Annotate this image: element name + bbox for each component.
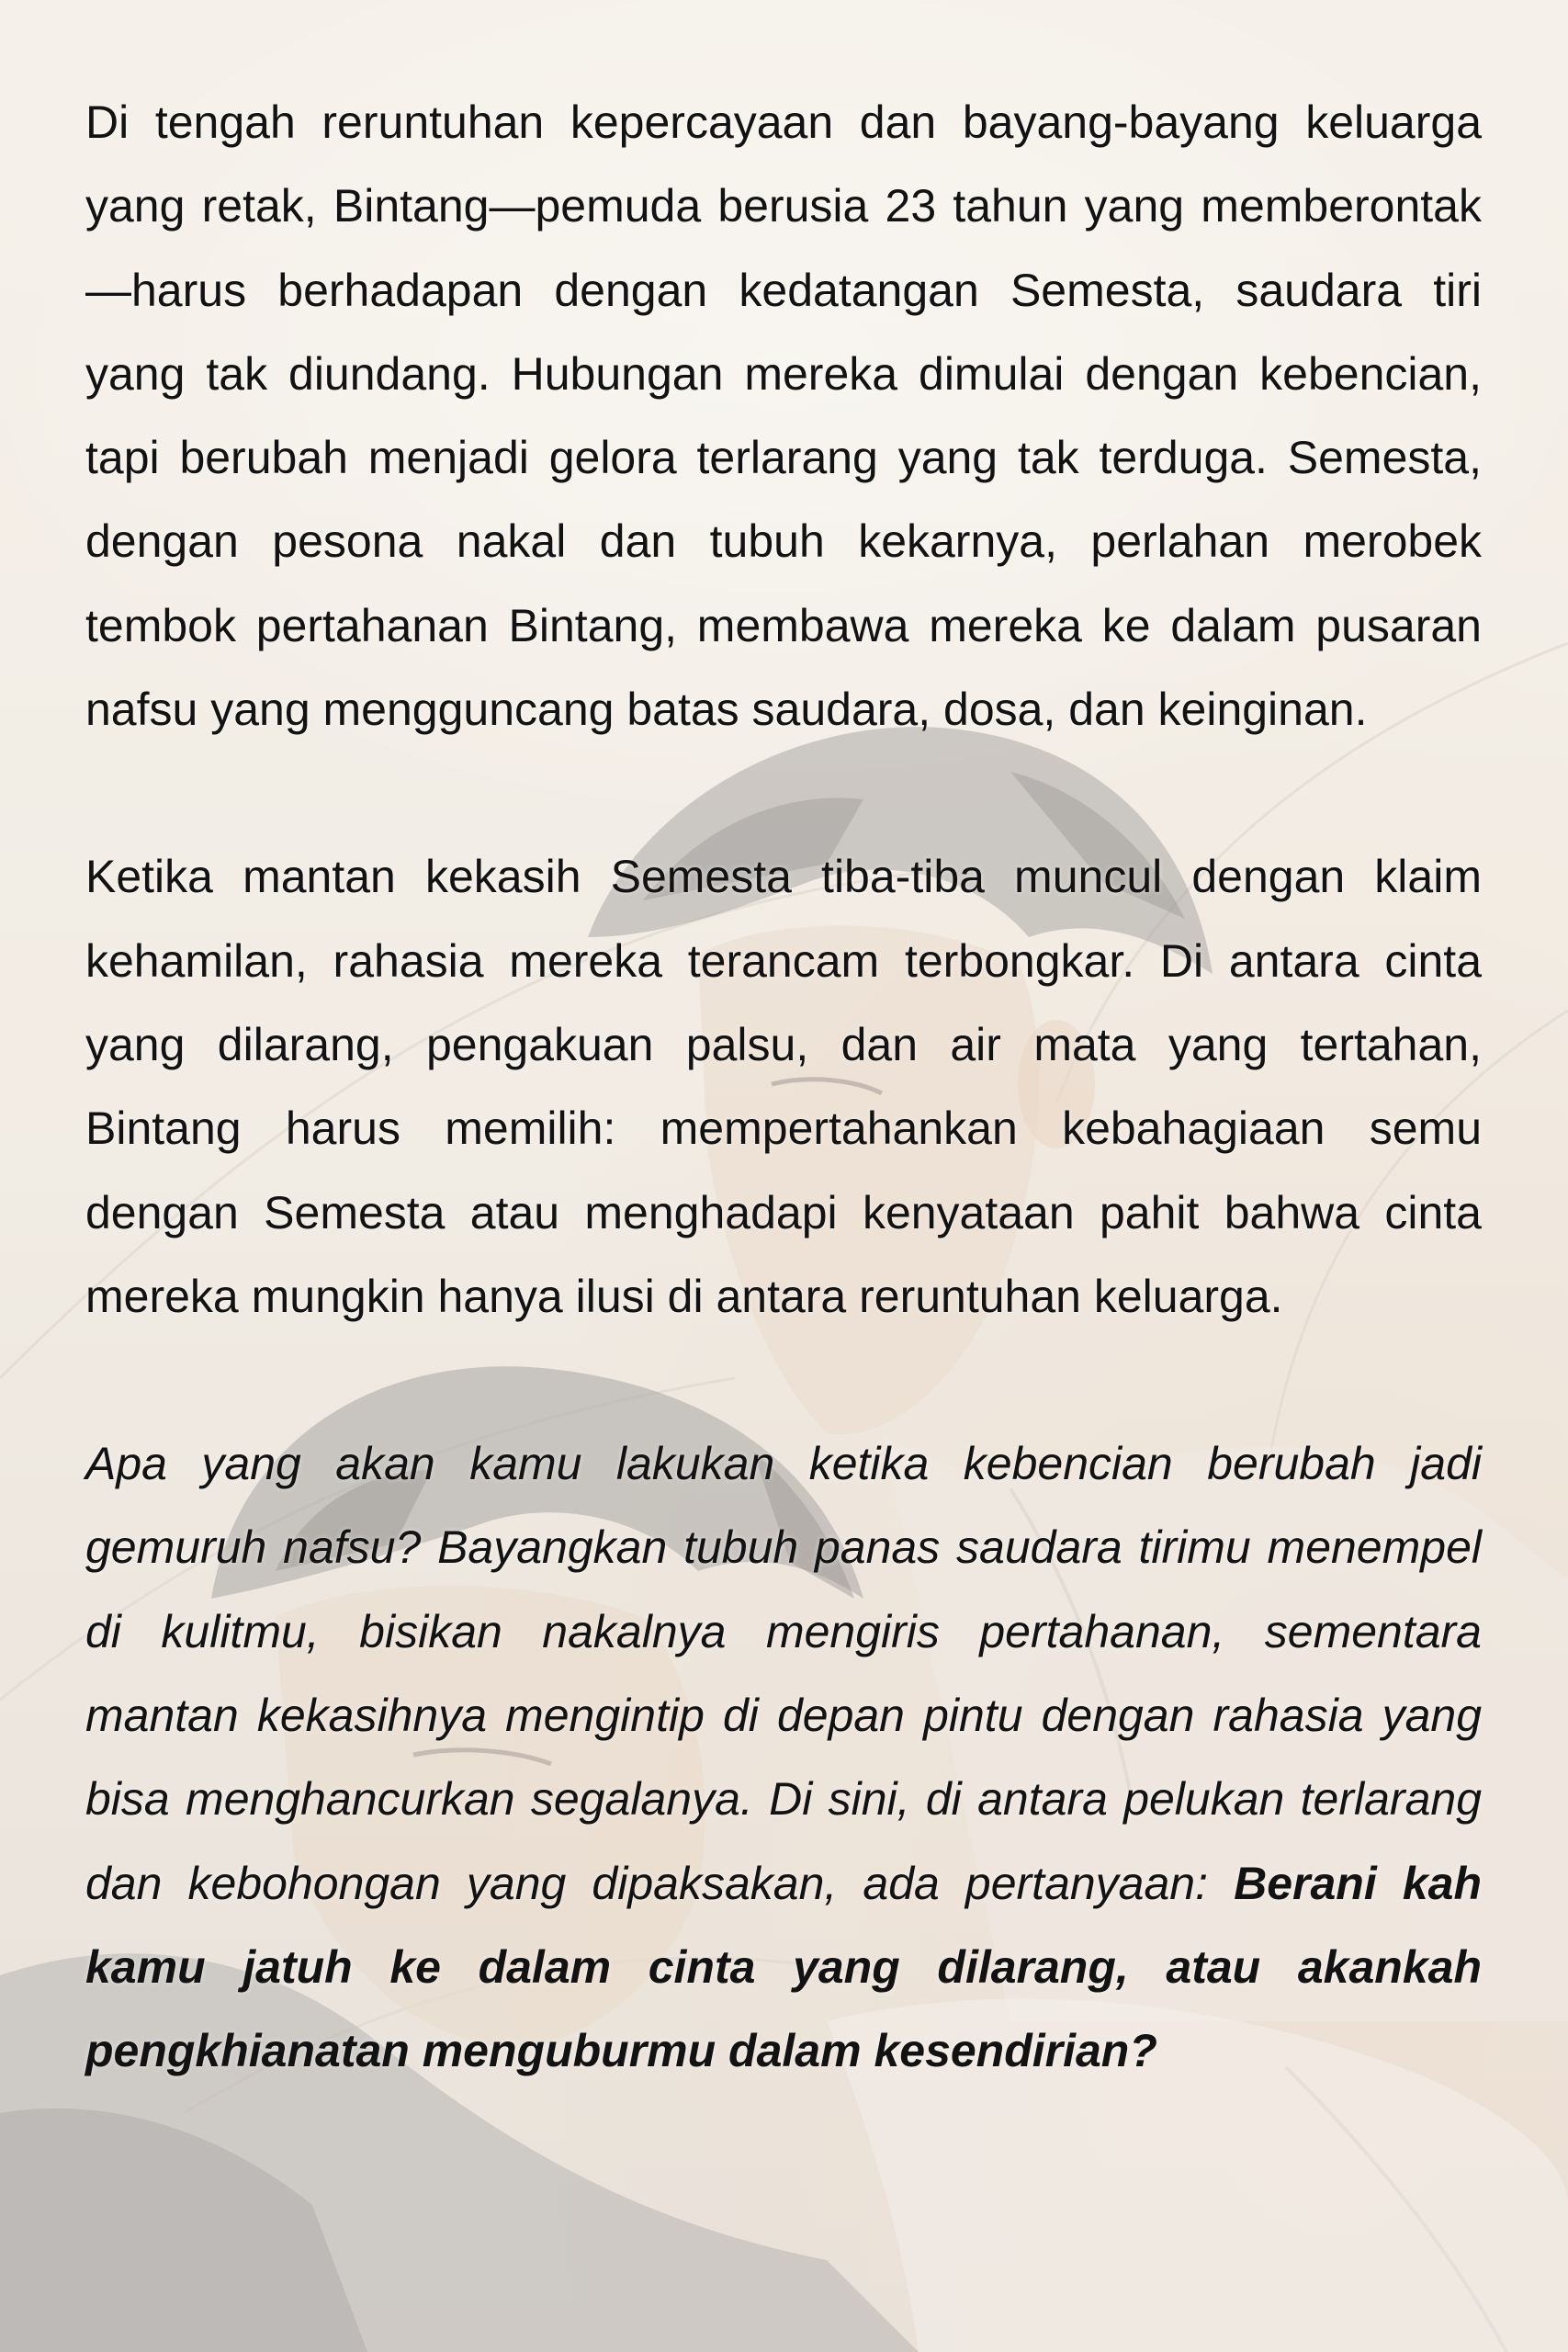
paragraph-spacer bbox=[85, 1339, 1482, 1422]
synopsis-text bbox=[85, 81, 1482, 2094]
synopsis-paragraph-1: Di tengah reruntuhan kepercayaan dan bayang-bayang keluarga yang retak, Bintang—pemuda berusia 23 tahun yang memberontak—harus berhadapan dengan kedatangan Semesta, saudara tiri yang tak diundang. Hubungan mereka dimulai dengan kebencian, tapi berubah menjadi gelora terlarang yang tak terduga. Semesta, dengan pesona nakal dan tubuh kekarnya, perlahan merobek tembok pertahanan Bintang, membawa mereka ke dalam pusaran nafsu yang mengguncang batas saudara, dosa, dan keinginan. bbox=[85, 96, 1482, 736]
teaser-question: Berani kah kamu jatuh ke dalam cinta yang dilarang, atau akankah pengkhianatan menguburmu dalam kesendirian? bbox=[85, 1857, 1482, 2077]
teaser-paragraph bbox=[85, 1422, 1482, 2093]
paragraph-spacer bbox=[85, 752, 1482, 835]
teaser-text: Apa yang akan kamu lakukan ketika kebencian berubah jadi gemuruh nafsu? Bayangkan tubuh panas saudara tirimu menempel di kulitmu, bisikan nakalnya mengiris pertahanan, sementara mantan kekasihnya mengintip di depan pintu dengan rahasia yang bisa menghancurkan segalanya. Di sini, di antara pelukan terlarang dan kebohongan yang dipaksakan, ada pertanyaan: bbox=[85, 1438, 1482, 1909]
synopsis-paragraph-2: Ketika mantan kekasih Semesta tiba-tiba muncul dengan klaim kehamilan, rahasia mereka terancam terbongkar. Di antara cinta yang dilarang, pengakuan palsu, dan air mata yang tertahan, Bintang harus memilih: mempertahankan kebahagiaan semu dengan Semesta atau menghadapi kenyataan pahit bahwa cinta mereka mungkin hanya ilusi di antara reruntuhan keluarga. bbox=[85, 851, 1482, 1322]
